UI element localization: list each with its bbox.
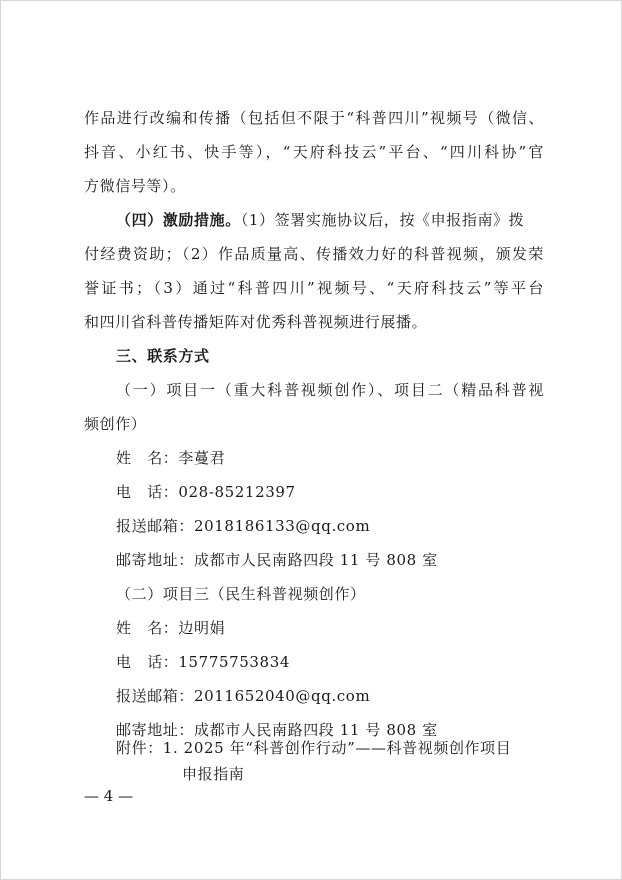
contact1-name: 姓 名：李蔓君 xyxy=(116,449,226,467)
paragraph-line: 付经费资助；（2）作品质量高、传播效力好的科普视频，颁发荣 xyxy=(84,245,544,263)
paragraph-line: 和四川省科普传播矩阵对优秀科普视频进行展播。 xyxy=(84,313,428,331)
contact1-heading-cont: 频创作） xyxy=(84,415,147,433)
contact2-address: 邮寄地址：成都市人民南路四段 11 号 808 室 xyxy=(116,721,438,739)
contact2-phone: 电 话：15775753834 xyxy=(116,653,290,671)
contact2-email: 报送邮箱：2011652040@qq.com xyxy=(116,687,371,705)
attachment-line-cont: 申报指南 xyxy=(182,765,245,783)
section-title: 三、联系方式 xyxy=(116,347,210,365)
contact1-heading: （一）项目一（重大科普视频创作）、项目二（精品科普视 xyxy=(116,381,544,399)
incentive-line-1 xyxy=(116,210,544,230)
contact1-phone: 电 话：028-85212397 xyxy=(116,483,296,501)
attachment-line: 附件：1. 2025 年“科普创作行动”——科普视频创作项目 xyxy=(116,739,512,757)
incentive-text: （1）签署实施协议后，按《申报指南》拨 xyxy=(240,211,525,229)
paragraph-line: 抖音、小红书、快手等），“天府科技云”平台、“四川科协”官 xyxy=(84,143,544,161)
contact1-email: 报送邮箱：2018186133@qq.com xyxy=(116,517,371,535)
contact2-heading: （二）项目三（民生科普视频创作） xyxy=(116,585,366,603)
paragraph-line: 作品进行改编和传播（包括但不限于“科普四川”视频号（微信、 xyxy=(84,109,544,127)
paragraph-line: 誉证书；（3）通过“科普四川”视频号、“天府科技云”等平台 xyxy=(84,279,544,297)
page-number: — 4 — xyxy=(84,787,134,805)
incentive-lead: （四）激励措施。 xyxy=(116,211,241,229)
paragraph-line: 方微信号等）。 xyxy=(84,177,186,195)
contact1-address: 邮寄地址：成都市人民南路四段 11 号 808 室 xyxy=(116,551,438,569)
contact2-name: 姓 名：边明娟 xyxy=(116,619,226,637)
